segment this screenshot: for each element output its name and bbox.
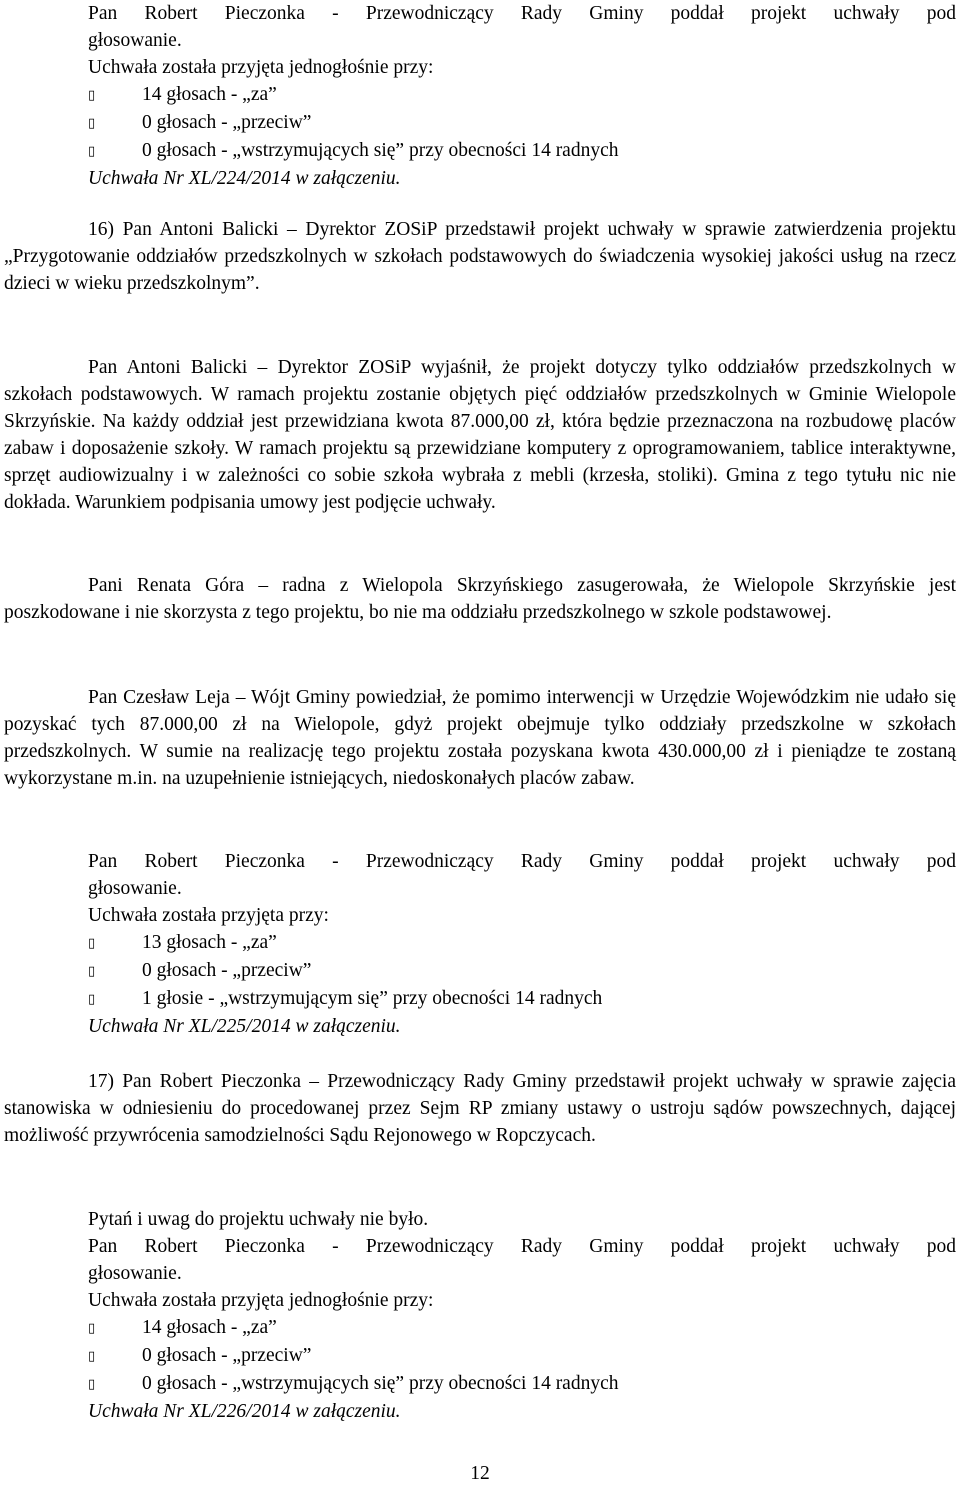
no-questions: Pytań i uwag do projektu uchwały nie było. xyxy=(88,1209,429,1230)
vote-intro-1 xyxy=(88,0,956,54)
vote-against-3: ▯ 0 głosach - „przeciw” xyxy=(88,1342,956,1370)
item-16-councillor-remark: Pani Renata Góra – radna z Wielopola Skrzyńskiego zasugerowała, że Wielopole Skrzyńskie jest poszkodowane i nie skorzysta z tego projektu, bo nie ma oddziału przedszkolnego w szkole podstawowej. xyxy=(4,575,956,623)
vote-intro-1-line1: Pan Robert Pieczonka - Przewodniczący Rady Gminy poddał projekt uchwały pod xyxy=(88,3,956,24)
vote-block-2 xyxy=(88,902,956,1040)
vote-abstain-2: ▯ 1 głosie - „wstrzymującym się” przy obecności 14 radnych xyxy=(88,985,956,1013)
bullet-icon: ▯ xyxy=(88,992,96,1007)
vote-abstain-1: ▯ 0 głosach - „wstrzymujących się” przy obecności 14 radnych xyxy=(88,137,956,165)
item-16-mayor-remark: Pan Czesław Leja – Wójt Gminy powiedział, że pomimo interwencji w Urzędzie Wojewódzkim nie udało się pozyskać tych 87.000,00 zł na Wielopole, gdyż projekt obejmuje tylko oddziały przedszkolne w szkołach przedszkolnych. W sumie na realizację tego projektu została pozyskana kwota 430.000,00 zł i pieniądze te zostaną wykorzystane m.in. na uzupełnienie istniejących, niedoskonałych placów zabaw. xyxy=(4,687,956,789)
bullet-icon: ▯ xyxy=(88,116,96,131)
item-16-intro: 16) Pan Antoni Balicki – Dyrektor ZOSiP przedstawił projekt uchwały w sprawie zatwierdzenia projektu „Przygotowanie oddziałów przedszkolnych w szkołach podstawowych do świadczenia wysokiej jakości usług na rzecz dzieci w wieku przedszkolnym”. xyxy=(4,219,956,294)
bullet-icon: ▯ xyxy=(88,88,96,103)
vote-intro-2-line2: głosowanie. xyxy=(88,878,182,899)
vote-intro-1-line2: głosowanie. xyxy=(88,30,182,51)
bullet-icon: ▯ xyxy=(88,1377,96,1392)
vote-intro-2 xyxy=(88,848,956,902)
adopted-statement-2: Uchwała została przyjęta przy: xyxy=(88,905,329,926)
resolution-ref-3: Uchwała Nr XL/226/2014 w załączeniu. xyxy=(88,1401,401,1422)
bullet-icon: ▯ xyxy=(88,964,96,979)
item-17-intro: 17) Pan Robert Pieczonka – Przewodniczący Rady Gminy przedstawił projekt uchwały w sprawie zajęcia stanowiska w odniesieniu do procedowanej przez Sejm RP zmiany ustawy o ustroju sądów powszechnych, dającej możliwość przywrócenia samodzielności Sądu Rejonowego w Ropczycach. xyxy=(4,1071,956,1146)
page-number: 12 xyxy=(470,1463,490,1484)
vote-block-3 xyxy=(88,1287,956,1425)
vote-intro-3-line2: głosowanie. xyxy=(88,1263,182,1284)
adopted-statement-1: Uchwała została przyjęta jednogłośnie przy: xyxy=(88,57,434,78)
vote-block-1 xyxy=(88,54,956,192)
vote-against-1: ▯ 0 głosach - „przeciw” xyxy=(88,109,956,137)
vote-for-1: ▯ 14 głosach - „za” xyxy=(88,81,956,109)
item-16-explanation: Pan Antoni Balicki – Dyrektor ZOSiP wyjaśnił, że projekt dotyczy tylko oddziałów przedszkolnych w szkołach podstawowych. W ramach projektu zostanie objętych pięć oddziałów przedszkolnych w Gminie Wielopole Skrzyńskie. Na każdy oddział jest przewidziana kwota 87.000,00 zł, która będzie przeznaczona na rozbudowę placów zabaw i doposażenie szkoły. W ramach projektu są przewidziane komputery z oprogramowaniem, tablice interaktywne, sprzęt audiowizualny i w zależności co sobie szkoła wybrała z mebli (krzesła, stoliki). Gmina z tego tytułu nic nie dokłada. Warunkiem podpisania umowy jest podjęcie uchwały. xyxy=(4,357,956,513)
bullet-icon: ▯ xyxy=(88,144,96,159)
resolution-ref-2: Uchwała Nr XL/225/2014 w załączeniu. xyxy=(88,1016,401,1037)
adopted-statement-3: Uchwała została przyjęta jednogłośnie przy: xyxy=(88,1290,434,1311)
vote-intro-3-line1: Pan Robert Pieczonka - Przewodniczący Rady Gminy poddał projekt uchwały pod xyxy=(88,1236,956,1257)
vote-intro-3 xyxy=(88,1233,956,1287)
vote-for-3: ▯ 14 głosach - „za” xyxy=(88,1314,956,1342)
bullet-icon: ▯ xyxy=(88,936,96,951)
vote-intro-2-line1: Pan Robert Pieczonka - Przewodniczący Rady Gminy poddał projekt uchwały pod xyxy=(88,851,956,872)
vote-for-2: ▯ 13 głosach - „za” xyxy=(88,929,956,957)
vote-abstain-3: ▯ 0 głosach - „wstrzymujących się” przy obecności 14 radnych xyxy=(88,1370,956,1398)
vote-against-2: ▯ 0 głosach - „przeciw” xyxy=(88,957,956,985)
bullet-icon: ▯ xyxy=(88,1321,96,1336)
bullet-icon: ▯ xyxy=(88,1349,96,1364)
resolution-ref-1: Uchwała Nr XL/224/2014 w załączeniu. xyxy=(88,168,401,189)
